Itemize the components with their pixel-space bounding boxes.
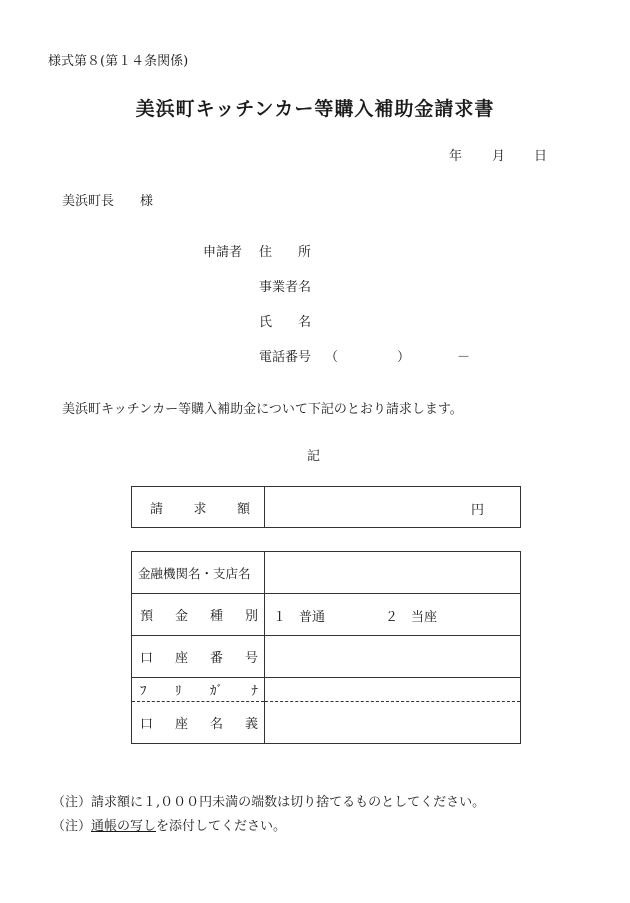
- account-type-label: 預 金 種 別: [132, 594, 265, 636]
- page-title: 美浜町キッチンカー等購入補助金請求書: [135, 98, 495, 120]
- furigana-cell[interactable]: [265, 678, 521, 702]
- note-attachment: （注）通帳の写しを添付してください。: [52, 819, 287, 834]
- yen-unit: 円: [470, 503, 484, 518]
- amount-value-cell[interactable]: [265, 487, 521, 528]
- furigana-label: ﾌ ﾘ ｶﾞ ﾅ: [132, 678, 265, 702]
- amount-table: [131, 486, 521, 528]
- applicant-label: 申請者: [203, 245, 243, 260]
- passbook-copy-text: 通帳の写し: [91, 819, 157, 834]
- business-name-label: 事業者名: [259, 280, 312, 295]
- bank-table: [131, 551, 521, 744]
- account-number-label: 口 座 番 号: [132, 636, 265, 678]
- date-month: 月: [492, 149, 506, 164]
- date-year: 年: [449, 149, 463, 164]
- account-type-current[interactable]: ２ 当座: [385, 610, 438, 625]
- phone-paren-open: （: [325, 350, 339, 365]
- account-type-cell[interactable]: [265, 594, 521, 636]
- account-type-ordinary[interactable]: １ 普通: [273, 610, 326, 625]
- account-name-label: 口 座 名 義: [132, 702, 265, 744]
- ki-heading: 記: [307, 449, 321, 464]
- institution-value-cell[interactable]: [265, 552, 521, 594]
- name-label: 氏 名: [259, 315, 312, 330]
- institution-label: 金融機関名・支店名: [132, 552, 265, 594]
- note-rounding: （注）請求額に１,０００円未満の端数は切り捨てるものとしてください。: [52, 795, 486, 810]
- address-label: 住 所: [259, 245, 312, 260]
- request-statement: 美浜町キッチンカー等購入補助金について下記のとおり請求します。: [62, 402, 463, 417]
- phone-dash: －: [457, 350, 471, 365]
- date-day: 日: [534, 149, 548, 164]
- account-name-cell[interactable]: [265, 702, 521, 744]
- amount-label: 請 求 額: [132, 487, 265, 528]
- addressee: 美浜町長 様: [62, 194, 154, 209]
- phone-paren-close: ）: [397, 350, 411, 365]
- account-number-cell[interactable]: [265, 636, 521, 678]
- phone-label: 電話番号: [259, 350, 312, 365]
- form-number: 様式第８(第１４条関係): [48, 54, 189, 69]
